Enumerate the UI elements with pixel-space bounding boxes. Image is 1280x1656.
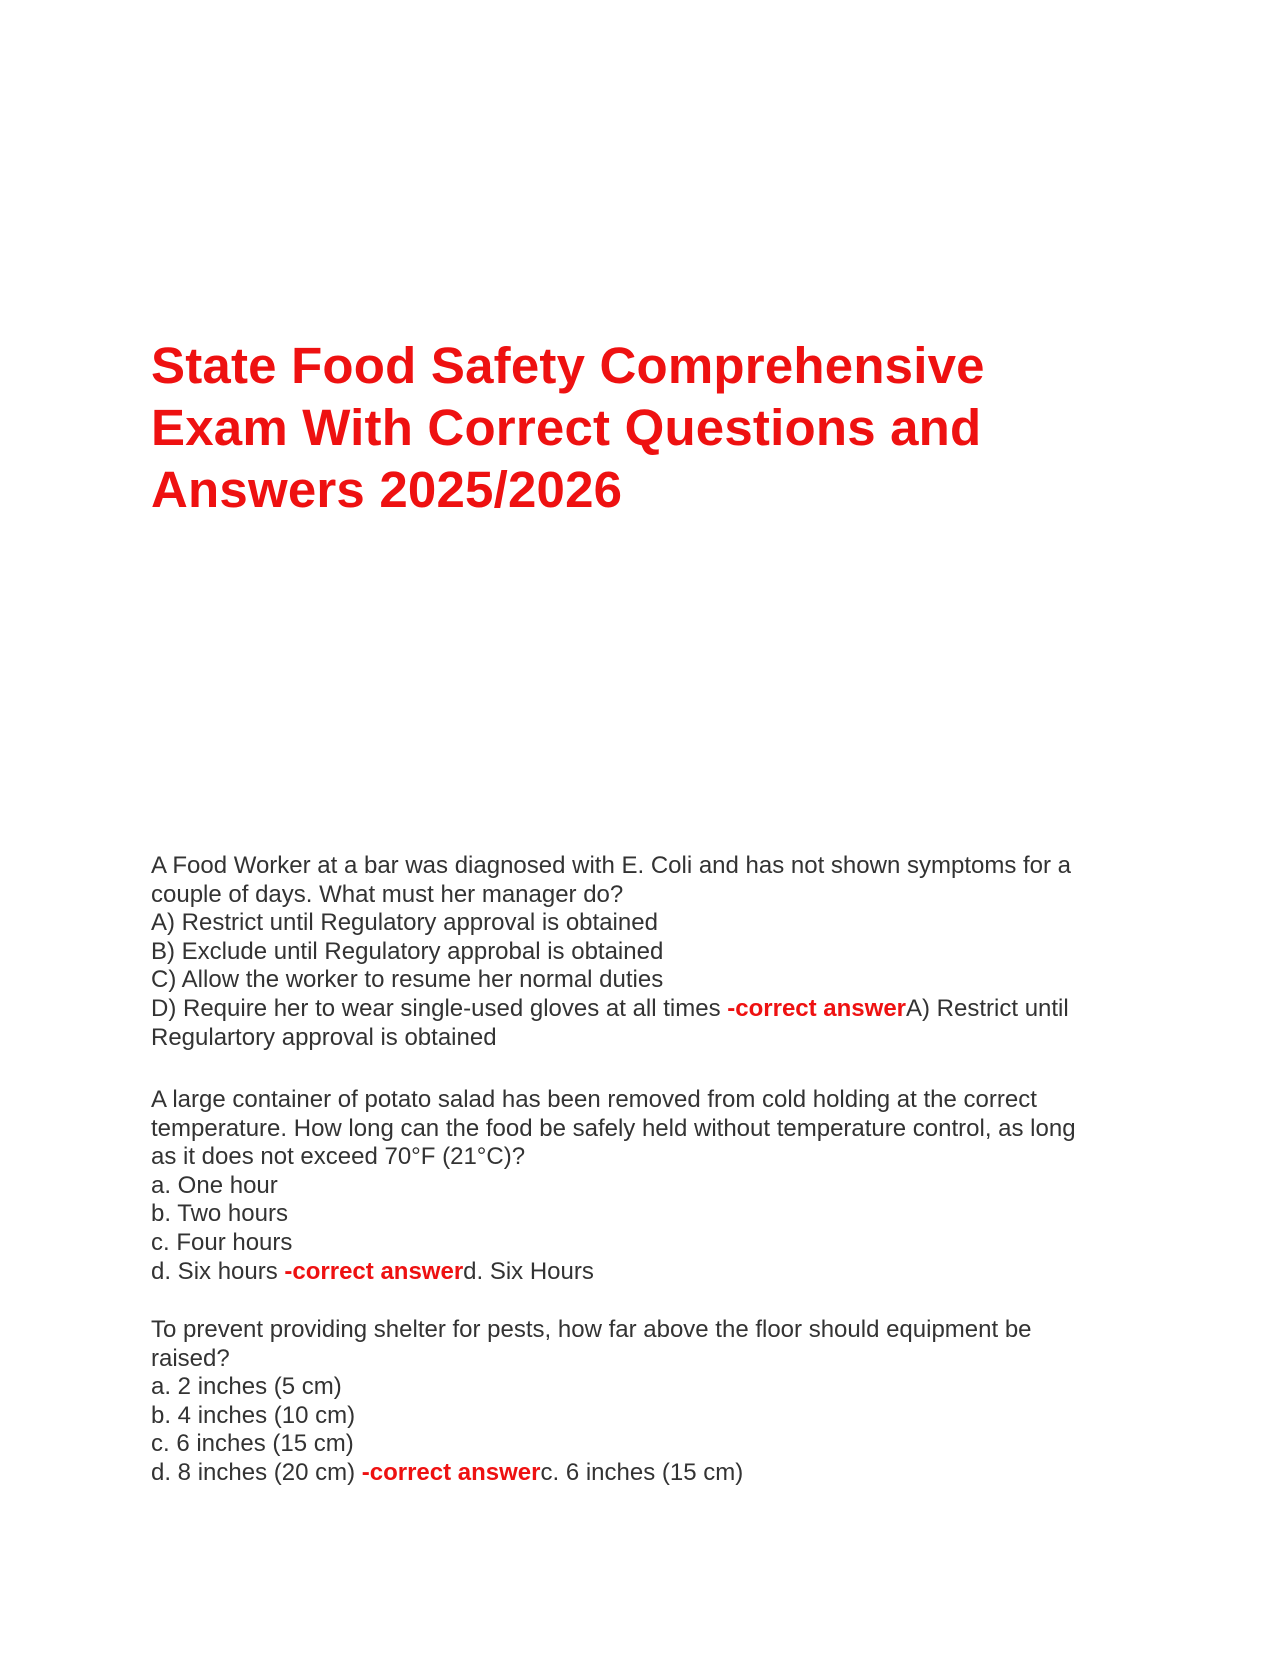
question-stem: A Food Worker at a bar was diagnosed with E. Coli and has not shown symptoms for a: [151, 852, 1072, 879]
answer-option: a. 2 inches (5 cm): [151, 1373, 342, 1401]
correct-answer-continued: Regulartory approval is obtained: [151, 1023, 497, 1051]
correct-answer: c. 6 inches (15 cm): [540, 1458, 744, 1486]
question-stem: couple of days. What must her manager do?: [151, 880, 624, 908]
correct-answer: d. Six Hours: [463, 1257, 594, 1285]
title-line: State Food Safety Comprehensive: [151, 337, 985, 394]
answer-option: b. Two hours: [151, 1200, 288, 1228]
answer-option: c. Four hours: [151, 1228, 293, 1256]
correct-answer: A) Restrict until: [906, 994, 1069, 1022]
answer-option: d. Six hours: [151, 1257, 285, 1285]
answer-option-with-answer: [151, 1258, 1131, 1287]
answer-option-with-answer: [151, 995, 1131, 1024]
title-line: Exam With Correct Questions and: [151, 399, 982, 456]
title-line: Answers 2025/2026: [151, 461, 623, 518]
document-title: [151, 335, 1131, 521]
answer-option: A) Restrict until Regulatory approval is obtained: [151, 909, 658, 937]
question-block: [151, 1316, 1131, 1488]
correct-answer-marker: -correct answer: [727, 994, 907, 1022]
answer-option: a. One hour: [151, 1171, 278, 1199]
question-stem: as it does not exceed 70°F (21°C)?: [151, 1143, 526, 1171]
question-stem: raised?: [151, 1344, 230, 1372]
answer-option: c. 6 inches (15 cm): [151, 1430, 354, 1458]
answer-option: C) Allow the worker to resume her normal duties: [151, 966, 664, 994]
question-stem: A large container of potato salad has been removed from cold holding at the correct: [151, 1086, 1037, 1113]
answer-option: d. 8 inches (20 cm): [151, 1458, 362, 1486]
question-stem: temperature. How long can the food be safely held without temperature control, as long: [151, 1114, 1076, 1142]
correct-answer-marker: -correct answer: [284, 1257, 464, 1285]
answer-option: D) Require her to wear single-used gloves at all times: [151, 994, 728, 1022]
answer-option: b. 4 inches (10 cm): [151, 1401, 356, 1429]
correct-answer-marker: -correct answer: [361, 1458, 541, 1486]
question-block: [151, 852, 1131, 1052]
answer-option: B) Exclude until Regulatory approbal is obtained: [151, 937, 664, 965]
question-block: [151, 1086, 1131, 1286]
question-stem: To prevent providing shelter for pests, how far above the floor should equipment be: [151, 1316, 1032, 1343]
answer-option-with-answer: [151, 1459, 1131, 1488]
